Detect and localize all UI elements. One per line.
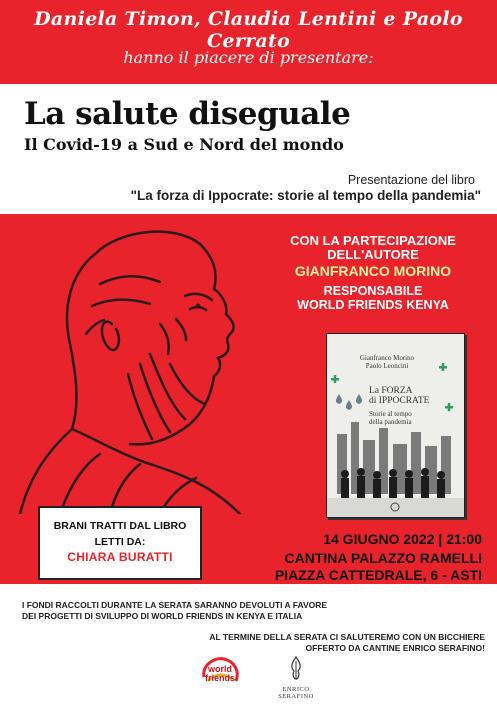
- cover-title-line-1: La FORZA: [369, 386, 413, 396]
- reader-box: [38, 506, 202, 580]
- cover-author-1: Gianfranco Morino: [359, 354, 415, 362]
- cover-title-line-2: di IPPOCRATE: [369, 396, 430, 406]
- role-line-2: WORLD FRIENDS KENYA: [297, 298, 449, 312]
- world-friends-word-1: world: [208, 664, 232, 674]
- event-title: La salute diseguale: [24, 96, 351, 132]
- reader-label: [40, 518, 200, 550]
- cover-subtitle-line-2: della pandemia: [369, 418, 412, 426]
- enrico-serafino-wordmark: ENRICO SERAFINO: [278, 686, 314, 700]
- cover-author-2: Paolo Leoncini: [365, 362, 409, 370]
- closing-line-2: OFFERTO DA CANTINE ENRICO SERAFINO!: [305, 643, 485, 653]
- hippocrates-portrait-illustration: [0, 214, 290, 514]
- author-role: [270, 284, 476, 312]
- author-name: GIANFRANCO MORINO: [294, 263, 452, 279]
- role-line-1: RESPONSABILE: [323, 284, 423, 298]
- world-friends-logo: [198, 655, 242, 693]
- cover-subtitle-line-1: Storie al tempo: [369, 410, 412, 418]
- world-friends-word-2: friends: [204, 673, 235, 683]
- cover-artwork: [327, 334, 464, 517]
- enrico-serafino-logo: [268, 655, 324, 700]
- funds-line-2: DEI PROGETTI DI SVILUPPO DI WORLD FRIENDS IN KENYA E ITALIA: [22, 611, 303, 621]
- presentation-label: Presentazione del libro: [347, 173, 475, 187]
- event-subtitle: Il Covid-19 a Sud e Nord del mondo: [24, 135, 344, 154]
- reader-label-line-2: LETTI DA:: [94, 536, 146, 548]
- reader-name: CHIARA BURATTI: [67, 550, 173, 564]
- participation-text: [270, 234, 476, 262]
- grape-leaf-icon: [286, 655, 306, 681]
- presenters-line: Daniela Timon, Claudia Lentini e Paolo Cerrato: [34, 8, 463, 52]
- reader-label-line-1: BRANI TRATTI DAL LIBRO: [53, 520, 187, 532]
- book-title: "La forza di Ippocrate: storie al tempo della pandemia": [130, 188, 481, 203]
- participation-line-2: DELL'AUTORE: [327, 247, 419, 262]
- event-address: PIAZZA CATTEDRALE, 6 - ASTI: [274, 567, 482, 583]
- participation-line-1: CON LA PARTECIPAZIONE: [290, 233, 456, 248]
- book-cover-image: [326, 333, 465, 518]
- closing-notice: [140, 632, 485, 654]
- intro-line: hanno il piacere di presentare:: [123, 48, 374, 67]
- event-venue: CANTINA PALAZZO RAMELLI: [284, 550, 482, 566]
- closing-line-1: AL TERMINE DELLA SERATA CI SALUTEREMO CON UN BICCHIERE: [209, 632, 485, 642]
- funds-notice: [22, 600, 402, 622]
- event-date: 14 GIUGNO 2022 | 21:00: [323, 531, 482, 547]
- funds-line-1: I FONDI RACCOLTI DURANTE LA SERATA SARANNO DEVOLUTI A FAVORE: [22, 600, 328, 610]
